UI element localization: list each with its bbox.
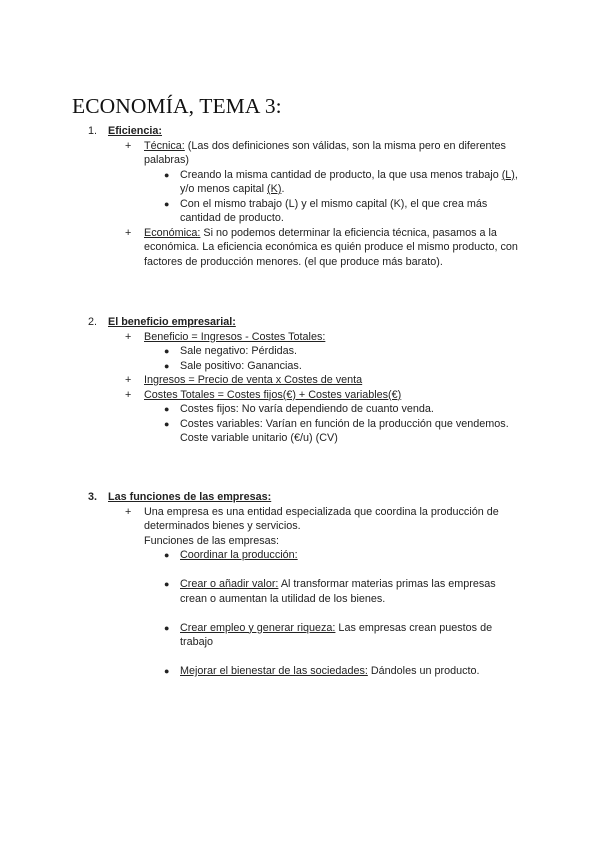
item-text: (K) <box>267 183 282 195</box>
list-item <box>0 197 600 226</box>
section-beneficio <box>0 315 600 446</box>
list-item <box>0 330 600 345</box>
item-text: Sale negativo: Pérdidas. <box>180 345 298 357</box>
list-number: 3. <box>88 491 98 503</box>
bullet-marker: ● <box>164 666 170 676</box>
heading-text: Eficiencia: <box>108 125 163 137</box>
bullet-marker: ● <box>164 622 170 633</box>
plus-marker: + <box>125 374 132 386</box>
heading-text: El beneficio empresarial: <box>108 316 236 328</box>
bullet-marker: ● <box>164 550 170 560</box>
list-item <box>0 359 600 374</box>
list-item <box>0 373 600 388</box>
section-heading <box>0 490 600 505</box>
item-text: Costes fijos: No varía dependiendo de cuanto venda. <box>180 403 434 415</box>
section-eficiencia <box>0 124 600 269</box>
list-item <box>0 417 600 446</box>
plus-marker: + <box>125 388 132 401</box>
item-label: Coordinar la producción: <box>180 549 298 561</box>
bullet-marker: ● <box>164 169 170 180</box>
item-text: Ingresos = Precio de venta x Costes de venta <box>144 374 363 386</box>
item-text: Con el mismo trabajo (L) y el mismo capital (K), el que crea más cantidad de producto. <box>180 197 488 224</box>
list-item <box>0 664 600 679</box>
list-item <box>0 402 600 417</box>
bullet-marker: ● <box>164 418 170 429</box>
plus-marker: + <box>125 505 132 518</box>
bullet-marker: ● <box>164 198 170 209</box>
item-text: Costes variables: Varían en función de la producción que vendemos. Coste variable unitario (€/u) (CV) <box>180 417 509 444</box>
list-item <box>0 344 600 359</box>
item-text: Dándoles un producto. <box>367 665 480 677</box>
page-title: ECONOMÍA, TEMA 3: <box>72 94 282 118</box>
list-item <box>0 388 600 403</box>
plus-marker: + <box>125 226 132 239</box>
item-text: Creando la misma cantidad de producto, la que usa menos trabajo <box>180 168 502 181</box>
heading-text: Las funciones de las empresas: <box>108 491 272 503</box>
item-label: Económica: <box>144 226 201 239</box>
bullet-marker: ● <box>164 346 170 356</box>
section-heading <box>0 315 600 330</box>
plus-marker: + <box>125 330 132 343</box>
plus-marker: + <box>125 139 132 152</box>
item-text: Si no podemos determinar la eficiencia técnica, pasamos a la económica. La eficiencia económica es quién produce el mismo producto, con factores de producción menores. (el que produce más barato). <box>144 226 518 268</box>
item-label: Mejorar el bienestar de las sociedades: <box>180 665 368 677</box>
subheading: Funciones de las empresas: <box>144 534 280 547</box>
list-item <box>0 505 600 534</box>
item-label: Crear o añadir valor: <box>180 578 279 590</box>
bullet-marker: ● <box>164 404 170 414</box>
list-number: 1. <box>88 125 98 137</box>
section-heading <box>0 124 600 139</box>
bullet-marker: ● <box>164 360 170 371</box>
item-text: Una empresa es una entidad especializada que coordina la producción de determinados bienes y servicios. <box>144 505 499 532</box>
list-item <box>0 621 600 650</box>
item-text: Sale positivo: Ganancias. <box>180 359 302 372</box>
item-text: Beneficio = Ingresos - Costes Totales: <box>144 330 326 343</box>
list-number: 2. <box>88 316 98 328</box>
list-item <box>0 139 600 168</box>
item-text: Las empresas crean puestos de trabajo <box>180 621 493 648</box>
item-text: . <box>281 183 285 195</box>
list-item <box>0 226 600 270</box>
item-label: Técnica: <box>144 139 185 152</box>
section-funciones <box>0 490 600 679</box>
item-label: Crear empleo y generar riqueza: <box>180 621 336 634</box>
item-text: Al transformar materias primas las empresas crean o aumentan la utilidad de los bienes. <box>180 578 496 605</box>
bullet-marker: ● <box>164 579 170 589</box>
list-item <box>0 168 600 197</box>
item-text: , y/o menos capital <box>180 168 518 195</box>
item-text: (L) <box>501 168 515 181</box>
list-item <box>0 548 600 563</box>
item-text: Costes Totales = Costes fijos(€) + Costes variables(€) <box>144 388 402 401</box>
item-text: (Las dos definiciones son válidas, son la misma pero en diferentes palabras) <box>144 139 506 166</box>
list-item <box>0 577 600 606</box>
